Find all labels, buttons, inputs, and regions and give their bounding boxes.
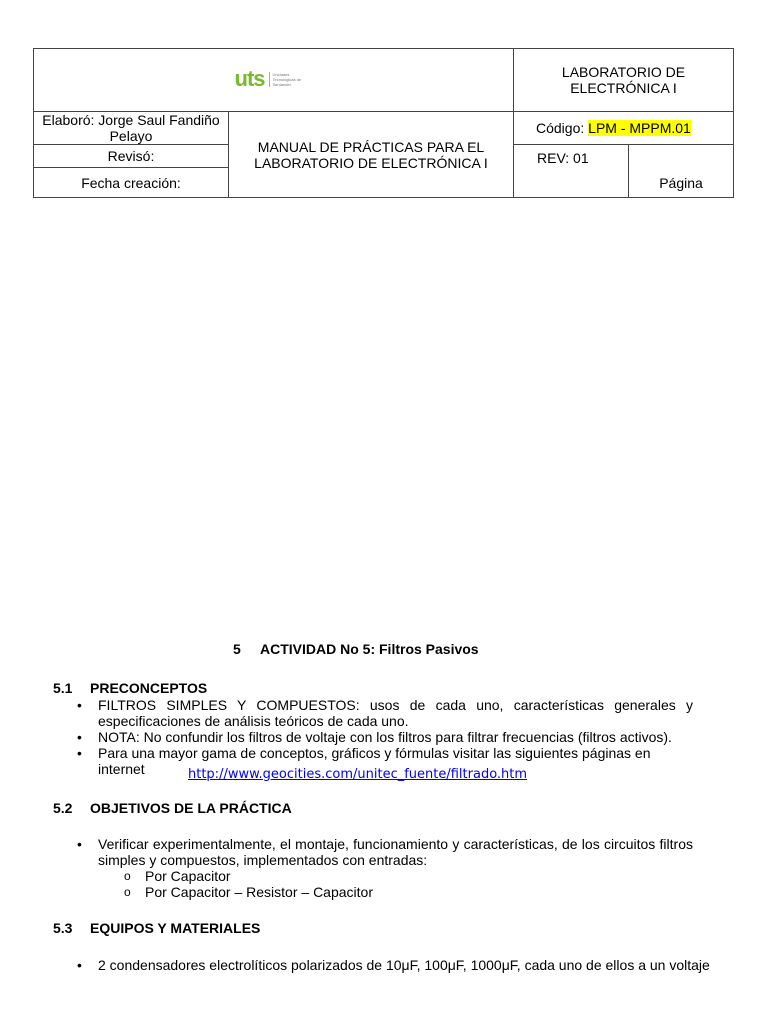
section-5-2-heading: [53, 800, 292, 816]
codigo-label: Código:: [536, 120, 589, 136]
manual-title: MANUAL DE PRÁCTICAS PARA EL LABORATORIO DE ELECTRÓNICA I: [229, 112, 514, 198]
lab-title: LABORATORIO DE ELECTRÓNICA I: [514, 49, 734, 112]
logo-subtext: Unidades Tecnológicas de Santander: [269, 72, 313, 87]
activity-number: 5: [233, 641, 241, 657]
list-item: • FILTROS SIMPLES Y COMPUESTOS: usos de cada uno, características generales y especificaciones de análisis teóricos de cada uno.: [75, 697, 693, 729]
list-item: • Para una mayor gama de conceptos, gráficos y fórmulas visitar las siguientes páginas en internet: [75, 745, 693, 777]
geocities-link[interactable]: http://www.geocities.com/unitec_fuente/filtrado.htm: [188, 767, 528, 782]
reviso-cell: Revisó:: [34, 145, 229, 168]
document-header-table: [33, 48, 734, 198]
rev-cell: REV: 01: [514, 145, 629, 198]
section-title: PRECONCEPTOS: [90, 680, 208, 696]
section-number: 5.2: [53, 800, 73, 816]
list-item: • NOTA: No confundir los filtros de voltaje con los filtros para filtrar frecuencias (filtros activos).: [75, 729, 693, 745]
section-title: EQUIPOS Y MATERIALES: [90, 920, 261, 936]
section-number: 5.1: [53, 680, 73, 696]
codigo-cell: [514, 112, 734, 145]
sub-list-item: o Por Capacitor – Resistor – Capacitor: [98, 884, 693, 900]
pagina-cell: Página: [629, 145, 734, 198]
uts-logo: [234, 66, 313, 91]
activity-title: ACTIVIDAD No 5: Filtros Pasivos: [260, 641, 479, 657]
fecha-cell: Fecha creación:: [34, 168, 229, 198]
section-5-1-heading: [53, 680, 207, 696]
list-item: • 2 condensadores electrolíticos polarizados de 10μF, 100μF, 1000μF, cada uno de ellos a un voltaje: [75, 957, 697, 973]
list-item: [75, 836, 693, 900]
equipos-list: [75, 957, 710, 973]
sub-list: [98, 868, 693, 900]
section-title: OBJETIVOS DE LA PRÁCTICA: [90, 800, 292, 816]
logo-mark: uts: [234, 66, 265, 91]
section-number: 5.3: [53, 920, 73, 936]
elaboro-cell: [34, 112, 229, 145]
section-5-3-heading: [53, 920, 260, 936]
geocities-link-wrap: [188, 765, 527, 782]
codigo-value: LPM - MPPM.01: [588, 120, 691, 136]
sub-list-item: o Por Capacitor: [98, 868, 693, 884]
list-item-text: Verificar experimentalmente, el montaje, funcionamiento y características, de los circuitos filtros simples y compuestos, implementados con entradas:: [98, 836, 693, 868]
objetivos-list: [75, 836, 693, 900]
activity-heading: [233, 641, 479, 657]
elaboro-text: Elaboró: Jorge Saul Fandiño Pelayo: [42, 112, 220, 144]
logo-cell: [34, 49, 514, 112]
